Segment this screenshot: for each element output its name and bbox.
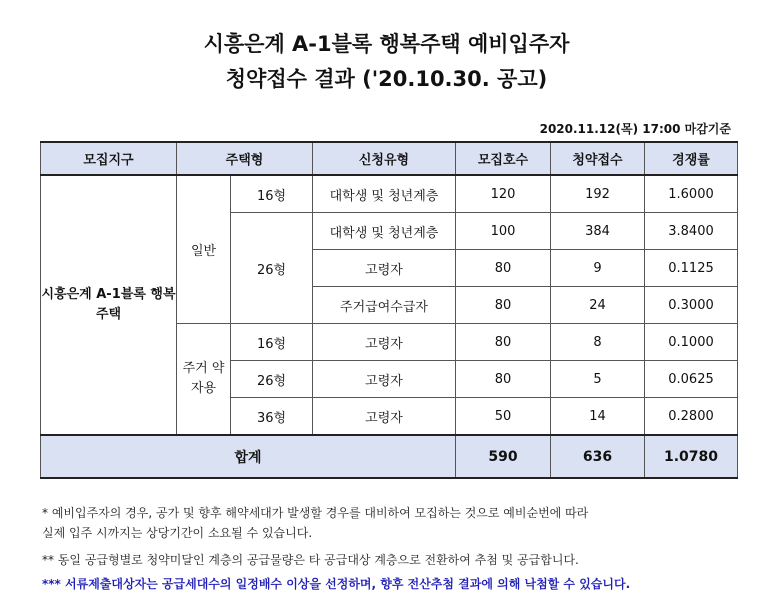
header-recruit: 모집호수 — [456, 142, 551, 175]
page-title-line2: 청약접수 결과 ('20.10.30. 공고) — [225, 67, 548, 91]
house-type-cell: 26형 — [231, 213, 313, 324]
as-of-date: 2020.11.12(목) 17:00 마감기준 — [539, 122, 731, 136]
received-cell: 14 — [551, 398, 645, 436]
house-type-cell: 16형 — [231, 324, 313, 361]
ratio-cell: 0.2800 — [645, 398, 738, 436]
received-cell: 8 — [551, 324, 645, 361]
header-apply-type: 신청유형 — [313, 142, 456, 175]
recruit-cell: 50 — [456, 398, 551, 436]
header-house-type: 주택형 — [177, 142, 313, 175]
received-cell: 24 — [551, 287, 645, 324]
recruit-cell: 80 — [456, 324, 551, 361]
group-general: 일반 — [177, 175, 231, 324]
recruit-cell: 120 — [456, 175, 551, 213]
received-cell: 5 — [551, 361, 645, 398]
recruit-cell: 100 — [456, 213, 551, 250]
apply-type-cell: 대학생 및 청년계층 — [313, 175, 456, 213]
table-total-row — [41, 435, 738, 478]
footnote-1-line2: 실제 입주 시까지는 상당기간이 소요될 수 있습니다. — [42, 526, 313, 540]
house-type-cell: 16형 — [231, 175, 313, 213]
apply-type-cell: 대학생 및 청년계층 — [313, 213, 456, 250]
total-label: 합계 — [41, 435, 456, 478]
ratio-cell: 0.0625 — [645, 361, 738, 398]
apply-type-cell: 고령자 — [313, 398, 456, 436]
total-received: 636 — [551, 435, 645, 478]
received-cell: 384 — [551, 213, 645, 250]
house-type-cell: 36형 — [231, 398, 313, 436]
results-table — [40, 141, 738, 479]
region-label: 시흥은계 A-1블록 행복주택 — [41, 287, 176, 322]
apply-type-cell: 고령자 — [313, 250, 456, 287]
table-header-row — [41, 142, 738, 175]
recruit-cell: 80 — [456, 287, 551, 324]
table-row — [41, 175, 738, 213]
ratio-cell: 1.6000 — [645, 175, 738, 213]
header-received: 청약접수 — [551, 142, 645, 175]
ratio-cell: 3.8400 — [645, 213, 738, 250]
footnote-3: *** 서류제출대상자는 공급세대수의 일정배수 이상을 선정하며, 향후 전산추첨 결과에 의해 낙첨할 수 있습니다. — [42, 577, 631, 591]
apply-type-cell: 고령자 — [313, 361, 456, 398]
footnote-1 — [42, 503, 588, 543]
recruit-cell: 80 — [456, 250, 551, 287]
house-type-cell: 26형 — [231, 361, 313, 398]
footnote-1-line1: * 예비입주자의 경우, 공가 및 향후 해약세대가 발생할 경우를 대비하여 모집하는 것으로 예비순번에 따라 — [42, 506, 589, 520]
recruit-cell: 80 — [456, 361, 551, 398]
received-cell: 192 — [551, 175, 645, 213]
ratio-cell: 0.3000 — [645, 287, 738, 324]
ratio-cell: 0.1125 — [645, 250, 738, 287]
header-ratio: 경쟁률 — [645, 142, 738, 175]
footnote-2: ** 동일 공급형별로 청약미달인 계층의 공급물량은 타 공급대상 계층으로 전환하여 추첨 및 공급합니다. — [42, 553, 579, 567]
page-title-line1: 시흥은계 A-1블록 행복주택 예비입주자 — [203, 32, 570, 56]
group-vulnerable: 주거 약자용 — [177, 324, 231, 436]
received-cell: 9 — [551, 250, 645, 287]
total-recruit: 590 — [456, 435, 551, 478]
apply-type-cell: 고령자 — [313, 324, 456, 361]
ratio-cell: 0.1000 — [645, 324, 738, 361]
header-region: 모집지구 — [41, 142, 177, 175]
region-cell — [41, 175, 177, 435]
total-ratio: 1.0780 — [645, 435, 738, 478]
apply-type-cell: 주거급여수급자 — [313, 287, 456, 324]
